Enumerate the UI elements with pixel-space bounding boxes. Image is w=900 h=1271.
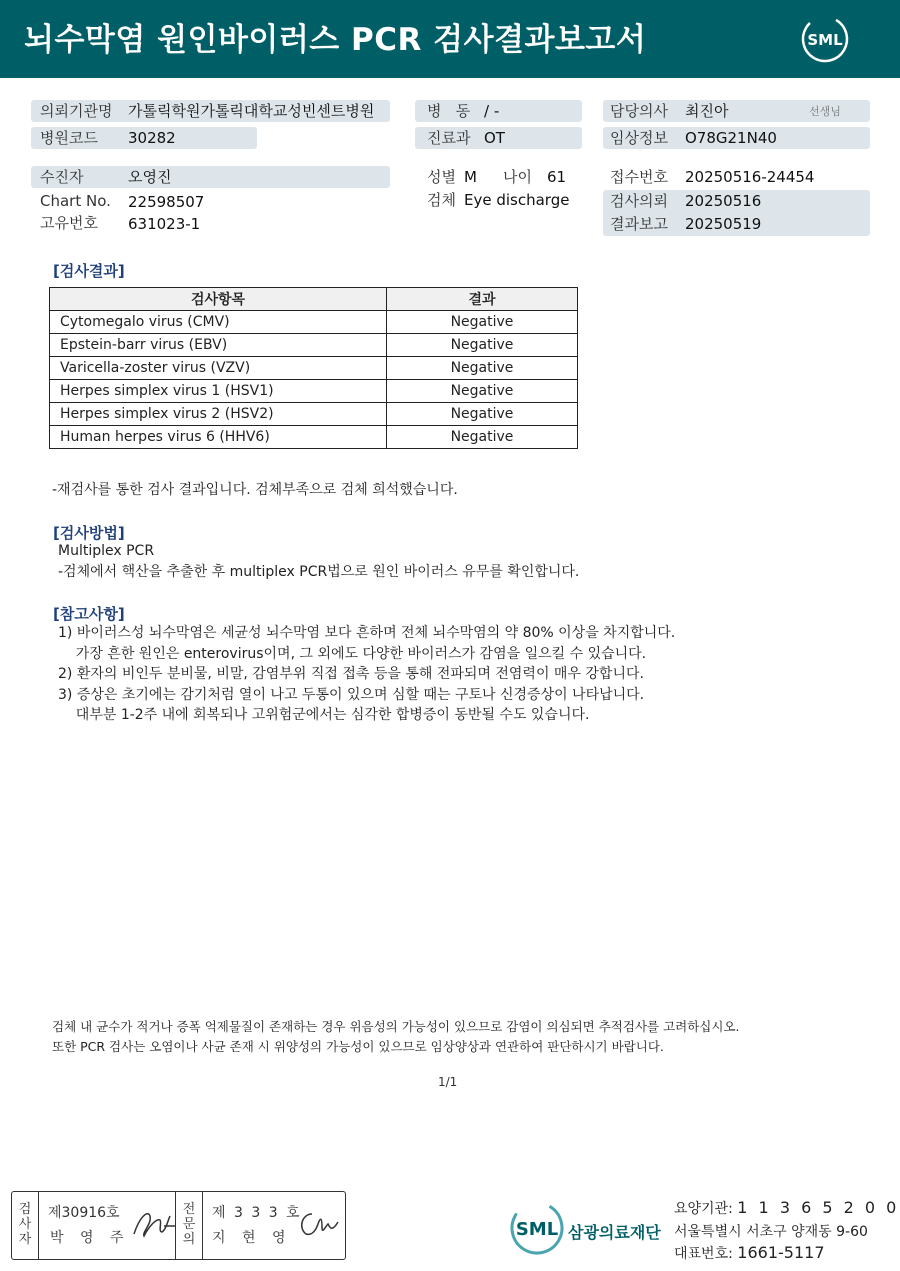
ward-value: / -: [484, 102, 500, 120]
reference-section-title: [참고사항]: [53, 605, 125, 623]
reference-line-1: 1) 바이러스성 뇌수막염은 세균성 뇌수막염 보다 흔하며 전체 뇌수막염의 약 80% 이상을 차지합니다.: [58, 625, 676, 641]
hospital-code-label: 병원코드: [40, 129, 98, 147]
code-label: 요양기관:: [674, 1201, 733, 1217]
request-label: 검사의뢰: [610, 192, 668, 210]
report-header: [0, 0, 900, 78]
table-row: [50, 426, 578, 449]
hospital-code-value: 30282: [128, 129, 176, 147]
institution-value: 가톨릭학원가톨릭대학교성빈센트병원: [128, 102, 375, 120]
test-item: Human herpes virus 6 (HHV6): [50, 426, 387, 449]
specialist-name: 지 현 영: [212, 1230, 292, 1246]
doctor-suffix: 선생님: [809, 105, 841, 118]
chart-value: 22598507: [128, 193, 205, 211]
doctor-value: 최진아: [685, 102, 729, 120]
test-result: Negative: [387, 311, 578, 334]
org-address: 서울특별시 서초구 양재동 9-60: [674, 1224, 868, 1240]
patient-row-bg: [31, 166, 390, 188]
specialist-label-cell: [175, 1192, 203, 1259]
test-result: Negative: [387, 403, 578, 426]
sml-footer-logo-text: SML: [515, 1219, 559, 1240]
phone-value: 1661-5117: [737, 1243, 825, 1262]
specialist-signature-icon: [294, 1206, 342, 1242]
results-note: -재검사를 통한 검사 결과입니다. 검체부족으로 검체 희석했습니다.: [52, 482, 458, 498]
results-header-row: [50, 288, 578, 311]
org-phone: [674, 1243, 825, 1263]
unique-label: 고유번호: [40, 214, 98, 232]
institution-code: [674, 1198, 899, 1218]
method-line-1: Multiplex PCR: [58, 543, 155, 559]
test-result: Negative: [387, 357, 578, 380]
results-section-title: [검사결과]: [53, 262, 125, 280]
specialist-label: 전 문 의: [182, 1202, 196, 1247]
receipt-value: 20250516-24454: [685, 168, 815, 186]
sex-label: 성별: [427, 168, 456, 186]
method-section-title: [검사방법]: [53, 524, 125, 542]
request-value: 20250516: [685, 192, 762, 210]
col-result-header: 결과: [387, 288, 578, 311]
results-table: [49, 287, 578, 449]
table-row: [50, 380, 578, 403]
test-item: Varicella-zoster virus (VZV): [50, 357, 387, 380]
tester-label-cell: [12, 1192, 39, 1259]
tester-label: 검 사 자: [18, 1202, 32, 1247]
clinical-label: 임상정보: [610, 129, 668, 147]
sex-value: M: [464, 168, 477, 186]
footnote-line-2: 또한 PCR 검사는 오염이나 사균 존재 시 위양성의 가능성이 있으므로 임상양상과 연관하여 판단하시기 바랍니다.: [52, 1039, 664, 1054]
table-row: [50, 334, 578, 357]
tester-license: 제30916호: [48, 1205, 120, 1221]
clinical-value: O78G21N40: [685, 129, 777, 147]
specimen-value: Eye discharge: [464, 191, 570, 209]
test-item: Epstein-barr virus (EBV): [50, 334, 387, 357]
doctor-label: 담당의사: [610, 102, 668, 120]
report-title: 뇌수막염 원인바이러스 PCR 검사결과보고서: [24, 22, 647, 58]
receipt-label: 접수번호: [610, 168, 668, 186]
reference-line-3: 2) 환자의 비인두 분비물, 비말, 감염부위 직접 접촉 등을 통해 전파되며 전염력이 매우 강합니다.: [58, 666, 644, 682]
test-result: Negative: [387, 380, 578, 403]
age-label: 나이: [503, 168, 532, 186]
reference-line-2: 가장 흔한 원인은 enterovirus이며, 그 외에도 다양한 바이러스가 감염을 일으킬 수 있습니다.: [58, 646, 647, 662]
table-row: [50, 403, 578, 426]
dept-value: OT: [484, 129, 505, 147]
reference-line-4: 3) 증상은 초기에는 감기처럼 열이 나고 두통이 있으며 심할 때는 구토나 신경증상이 나타납니다.: [58, 687, 645, 703]
test-item: Herpes simplex virus 2 (HSV2): [50, 403, 387, 426]
report-value: 20250519: [685, 215, 762, 233]
tester-signature-icon: [130, 1206, 180, 1242]
signature-box: [11, 1191, 346, 1260]
table-row: [50, 311, 578, 334]
footnote-line-1: 검체 내 균수가 적거나 증폭 억제물질이 존재하는 경우 위음성의 가능성이 있으므로 감염이 의심되면 추적검사를 고려하십시오.: [52, 1019, 740, 1034]
table-row: [50, 357, 578, 380]
sml-footer-logo-icon: [507, 1198, 567, 1258]
test-result: Negative: [387, 426, 578, 449]
test-result: Negative: [387, 334, 578, 357]
test-item: Herpes simplex virus 1 (HSV1): [50, 380, 387, 403]
unique-value: 631023-1: [128, 215, 201, 233]
chart-label: Chart No.: [40, 192, 111, 210]
test-item: Cytomegalo virus (CMV): [50, 311, 387, 334]
page-number: 1/1: [438, 1075, 458, 1089]
sml-logo-text: SML: [807, 31, 843, 49]
reference-line-5: 대부분 1-2주 내에 회복되나 고위험군에서는 심각한 합병증이 동반될 수도 있습니다.: [58, 707, 590, 723]
dept-label: 진료과: [427, 129, 471, 147]
code-value: 1 1 3 6 5 2 0 0: [737, 1198, 900, 1217]
specimen-label: 검체: [427, 191, 456, 209]
patient-label: 수진자: [40, 168, 84, 186]
report-label: 결과보고: [610, 215, 668, 233]
tester-name: 박 영 주: [50, 1230, 130, 1246]
phone-label: 대표번호:: [674, 1246, 733, 1262]
sml-logo-icon: [800, 14, 850, 64]
institution-label: 의뢰기관명: [40, 102, 113, 120]
org-name: 삼광의료재단: [568, 1223, 661, 1242]
method-line-2: -검체에서 핵산을 추출한 후 multiplex PCR법으로 원인 바이러스 유무를 확인합니다.: [58, 564, 580, 580]
specialist-license: 제 3 3 3 호: [212, 1205, 302, 1221]
age-value: 61: [547, 168, 567, 186]
ward-label: 병 동: [427, 102, 471, 120]
col-item-header: 검사항목: [50, 288, 387, 311]
patient-value: 오영진: [128, 168, 172, 186]
